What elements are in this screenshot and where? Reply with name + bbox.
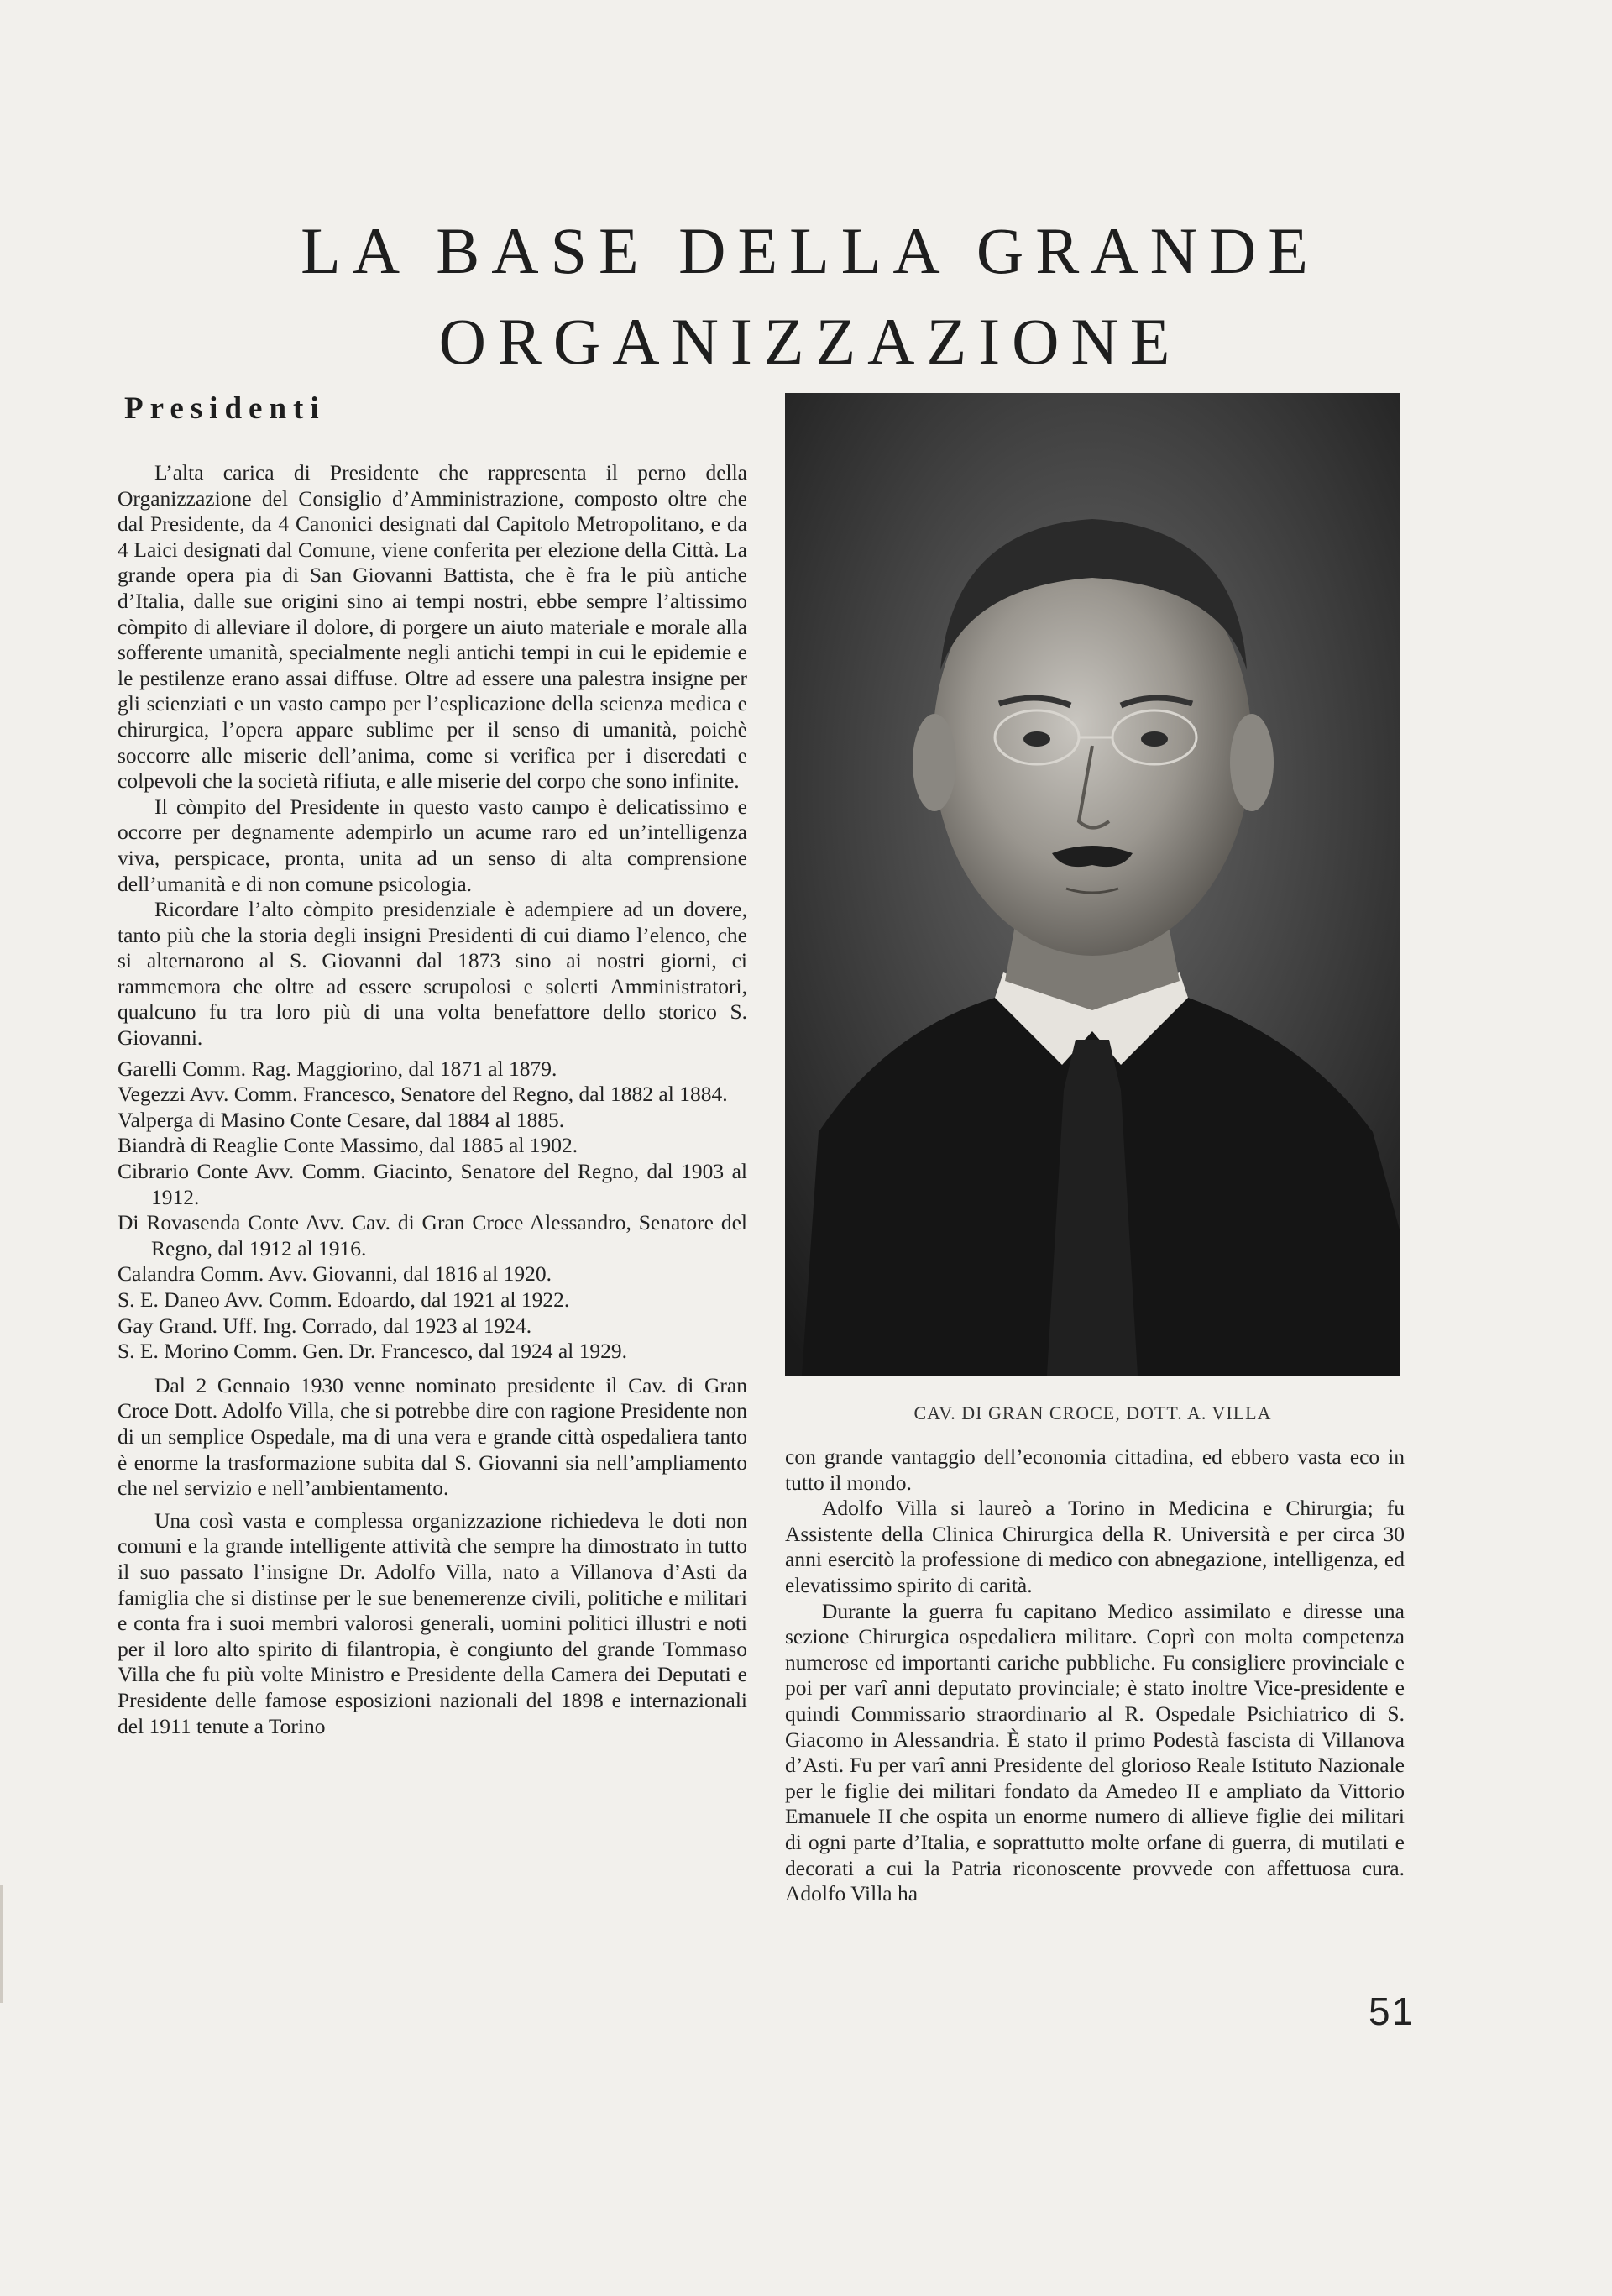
president-entry: Di Rovasenda Conte Avv. Cav. di Gran Croce Alessandro, Senatore del Regno, dal 1912 al 1916. — [118, 1210, 747, 1261]
presidents-list — [118, 1056, 747, 1365]
portrait-illustration — [785, 393, 1400, 1376]
president-entry: Calandra Comm. Avv. Giovanni, dal 1816 al 1920. — [118, 1261, 552, 1287]
body-paragraph: Adolfo Villa si laureò a Torino in Medicina e Chirurgia; fu Assistente della Clinica Chirurgica della R. Università e per circa 30 anni esercitò la professione di medico con abnegazione, intelligenza, ed elevatissimo spirito di carità. — [785, 1496, 1405, 1597]
portrait-photo — [785, 393, 1400, 1376]
president-entry: Biandrà di Reaglie Conte Massimo, dal 1885 al 1902. — [118, 1133, 578, 1158]
intro-paragraph: Il còmpito del Presidente in questo vasto campo è delicatissimo e occorre per degnamente adempirlo un acume raro ed un’intelligenza viva, perspicace, pronta, unita ad un senso di alta comprensione dell’umanità e di non comune psicologia. — [118, 794, 747, 896]
right-column — [785, 1444, 1405, 1907]
intro-paragraph: Ricordare l’alto còmpito presidenziale è adempiere ad un dovere, tanto più che la storia degli insigni Presidenti di cui diamo l’elenco, che si alternarono al S. Giovanni dal 1873 sino ai nostri giorni, ci rammemora che oltre ad essere scrupolosi e solerti Amministratori, qualcuno fu tra loro più di una volta benefattore dello storico S. Giovanni. — [118, 897, 747, 1051]
title-line-2: ORGANIZZAZIONE — [438, 305, 1182, 378]
president-entry: Gay Grand. Uff. Ing. Corrado, dal 1923 al 1924. — [118, 1313, 532, 1338]
page-number: 51 — [1369, 1989, 1416, 2033]
page-title — [185, 206, 1436, 387]
president-entry: S. E. Morino Comm. Gen. Dr. Francesco, dal 1924 al 1929. — [118, 1339, 627, 1364]
left-column — [118, 460, 747, 1739]
body-paragraph: Dal 2 Gennaio 1930 venne nominato presidente il Cav. di Gran Croce Dott. Adolfo Villa, che si potrebbe dire con ragione Presidente non di un semplice Ospedale, ma di una vera e grande città ospedaliera tanto è enorme la trasformazione subita dal S. Giovanni sia nell’ampliamento che nel servizio e nell’ambientamento. — [118, 1372, 747, 1501]
scan-edge-mark — [0, 1885, 3, 2003]
president-entry: Valperga di Masino Conte Cesare, dal 1884 al 1885. — [118, 1107, 565, 1132]
intro-paragraph: L’alta carica di Presidente che rappresenta il perno della Organizzazione del Consiglio d’Amministrazione, composto oltre che dal Presidente, da 4 Canonici designati dal Capitolo Metropolitano, e da 4 Laici designati dal Comune, viene conferita per elezione della Città. La grande opera pia di San Giovanni Battista, che è fra le più antiche d’Italia, dalle sue origini sino ai tempi nostri, ebbe sempre l’altissimo còmpito di alleviare il dolore, di porgere un aiuto materiale e morale alla sofferente umanità, specialmente negli antichi tempi in cui le epidemie e le pestilenze erano assai diffuse. Oltre ad essere una palestra insigne per gli scienziati e un vasto campo per l’esplicazione della scienza medica e chirurgica, l’opera appare sublime per il senso di umanità, poichè soccorre alle miserie dell’anima, come si verifica per i diseredati e colpevoli che la società rifiuta, e alle miserie del corpo che sono infinite. — [118, 460, 747, 794]
president-entry: S. E. Daneo Avv. Comm. Edoardo, dal 1921 al 1922. — [118, 1287, 570, 1312]
photo-caption: CAV. DI GRAN CROCE, DOTT. A. VILLA — [913, 1402, 1272, 1423]
president-entry: Cibrario Conte Avv. Comm. Giacinto, Senatore del Regno, dal 1903 al 1912. — [118, 1159, 747, 1209]
president-entry: Vegezzi Avv. Comm. Francesco, Senatore del Regno, dal 1882 al 1884. — [118, 1082, 728, 1107]
president-entry: Garelli Comm. Rag. Maggiorino, dal 1871 al 1879. — [118, 1056, 557, 1081]
section-heading: Presidenti — [124, 391, 326, 426]
body-paragraph: Una così vasta e complessa organizzazione richiedeva le doti non comuni e la grande intelligente attività che sempre ha dimostrato in tutto il suo passato l’insigne Dr. Adolfo Villa, nato a Villanova d’Asti da famiglia che si distinse per le sue benemerenze civili, politiche e militari e conta fra i suoi membri valorosi generali, uomini politici illustri e noti per il loro alto spirito di filantropia, è congiunto del grande Tommaso Villa che fu più volte Ministro e Presidente della Camera dei Deputati e Presidente delle famose esposizioni nazionali del 1898 e internazionali del 1911 tenute a Torino — [118, 1507, 747, 1738]
body-paragraph: Durante la guerra fu capitano Medico assimilato e diresse una sezione Chirurgica ospedaliera militare. Coprì con molta competenza numerose ed importanti cariche pubbliche. Fu consigliere provinciale e poi per varî anni deputato provinciale; è stato inoltre Vice-presidente e quindi Commissario straordinario al R. Ospedale Psichiatrico di S. Giacomo in Alessandria. È stato il primo Podestà fascista di Villanova d’Asti. Fu per varî anni Presidente del glorioso Reale Istituto Nazionale per le figlie dei militari fondato da Amedeo II e ampliato da Vittorio Emanuele II che ospita un enorme numero di allieve figlie dei militari di ogni parte d’Italia, e soprattutto molte orfane di guerra, di mutilati e decorati a cui la Patria riconoscente provvede con affettuosa cura. Adolfo Villa ha — [785, 1598, 1405, 1906]
title-line-1: LA BASE DELLA GRANDE — [301, 214, 1320, 287]
body-paragraph: con grande vantaggio dell’economia cittadina, ed ebbero vasta eco in tutto il mondo. — [785, 1444, 1405, 1495]
